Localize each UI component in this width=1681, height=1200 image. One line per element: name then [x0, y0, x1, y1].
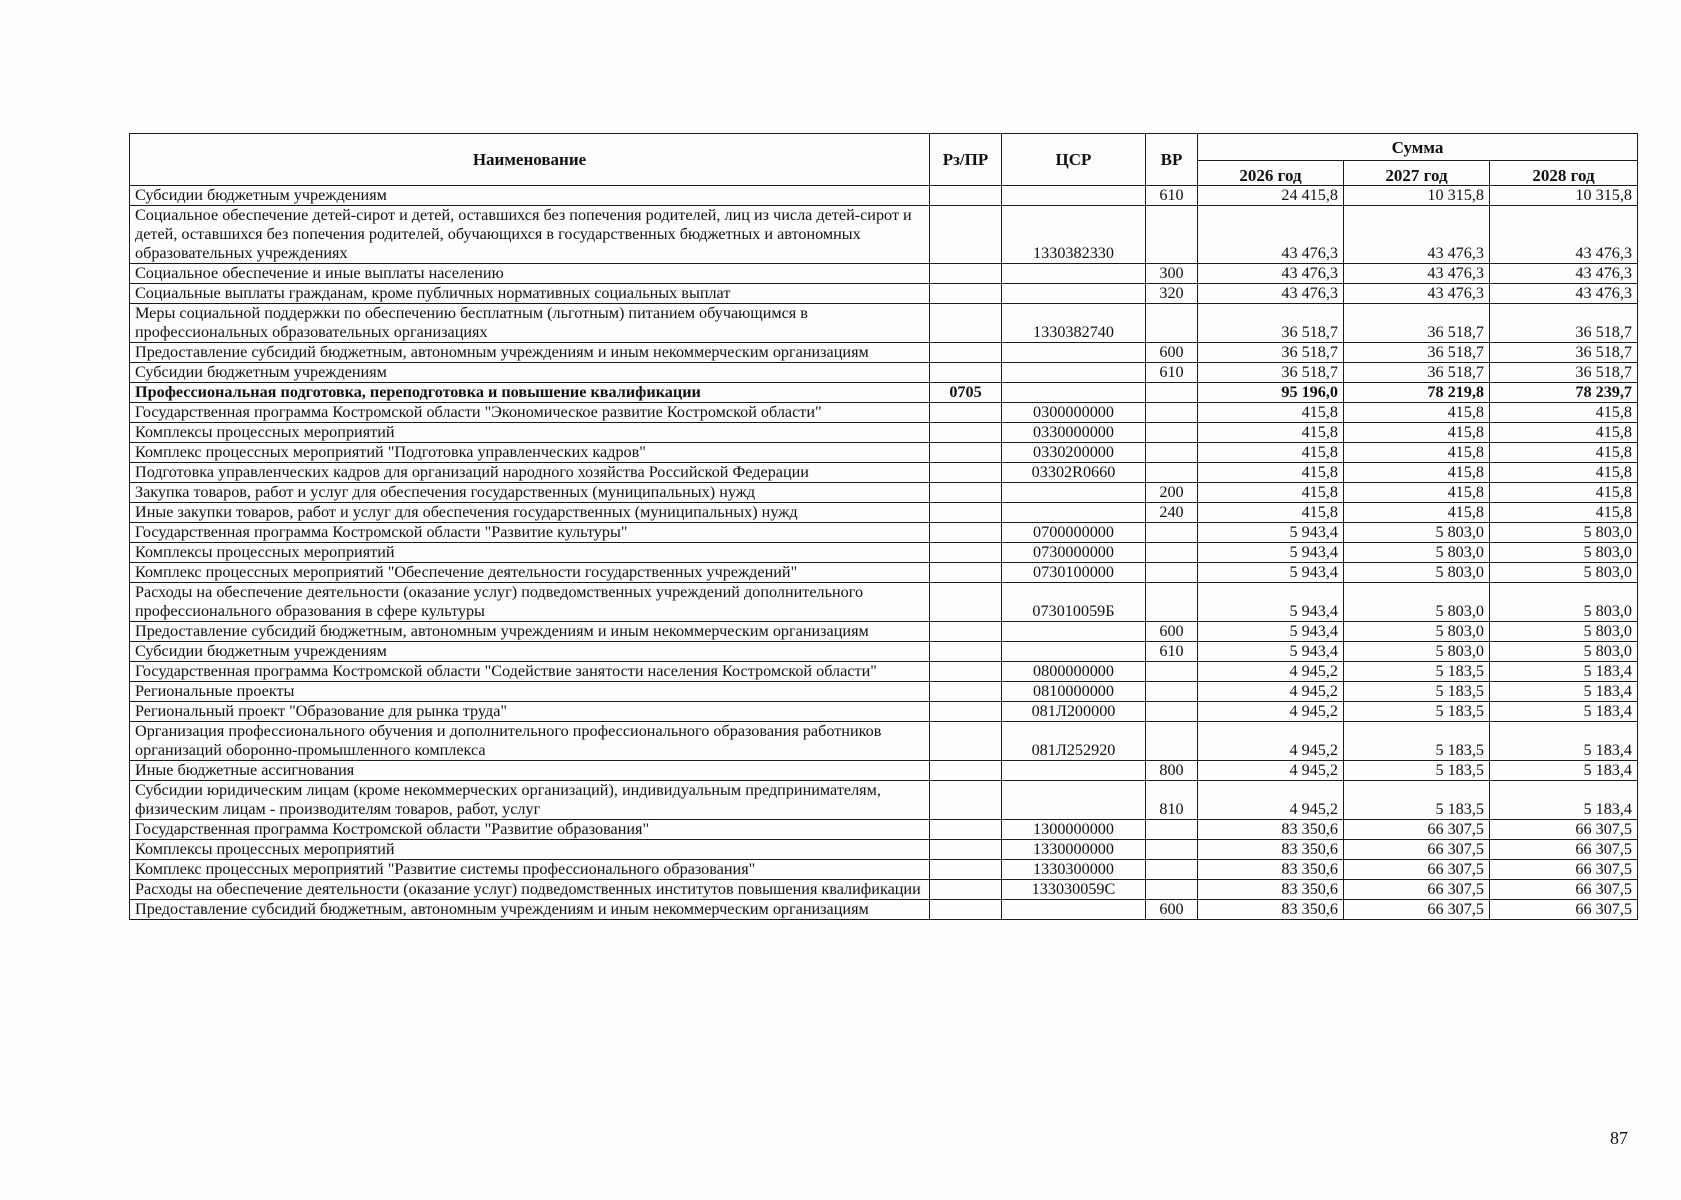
table-body — [130, 186, 1638, 920]
cell-csr — [1002, 642, 1146, 662]
cell-name: Расходы на обеспечение деятельности (оказание услуг) подведомственных институтов повышения квалификации — [130, 880, 930, 900]
cell-csr — [1002, 363, 1146, 383]
cell-csr: 1330382330 — [1002, 206, 1146, 264]
cell-sum-2028: 43 476,3 — [1490, 206, 1638, 264]
cell-sum-2027: 66 307,5 — [1344, 860, 1490, 880]
cell-sum-2026: 5 943,4 — [1198, 622, 1344, 642]
cell-vr: 610 — [1146, 186, 1198, 206]
cell-sum-2028: 36 518,7 — [1490, 304, 1638, 343]
table-row — [130, 443, 1638, 463]
cell-csr: 0730000000 — [1002, 543, 1146, 563]
cell-rzpr — [930, 682, 1002, 702]
cell-csr: 0300000000 — [1002, 403, 1146, 423]
cell-sum-2027: 78 219,8 — [1344, 383, 1490, 403]
cell-csr — [1002, 383, 1146, 403]
cell-sum-2028: 5 803,0 — [1490, 622, 1638, 642]
cell-rzpr — [930, 702, 1002, 722]
cell-rzpr — [930, 761, 1002, 781]
cell-name: Профессиональная подготовка, переподготовка и повышение квалификации — [130, 383, 930, 403]
cell-csr — [1002, 622, 1146, 642]
cell-name: Региональные проекты — [130, 682, 930, 702]
cell-vr — [1146, 840, 1198, 860]
cell-csr: 0800000000 — [1002, 662, 1146, 682]
table-row — [130, 702, 1638, 722]
cell-csr: 1330300000 — [1002, 860, 1146, 880]
cell-vr: 320 — [1146, 284, 1198, 304]
cell-sum-2027: 66 307,5 — [1344, 900, 1490, 920]
cell-csr — [1002, 264, 1146, 284]
cell-sum-2027: 36 518,7 — [1344, 363, 1490, 383]
cell-sum-2027: 5 183,5 — [1344, 682, 1490, 702]
cell-name: Субсидии бюджетным учреждениям — [130, 642, 930, 662]
cell-sum-2028: 5 183,4 — [1490, 702, 1638, 722]
cell-rzpr — [930, 781, 1002, 820]
cell-rzpr — [930, 900, 1002, 920]
cell-rzpr — [930, 543, 1002, 563]
cell-sum-2026: 43 476,3 — [1198, 284, 1344, 304]
table-row — [130, 860, 1638, 880]
cell-vr: 240 — [1146, 503, 1198, 523]
cell-sum-2027: 415,8 — [1344, 443, 1490, 463]
cell-csr: 133030059С — [1002, 880, 1146, 900]
cell-vr — [1146, 383, 1198, 403]
cell-name: Социальные выплаты гражданам, кроме публичных нормативных социальных выплат — [130, 284, 930, 304]
table-row — [130, 503, 1638, 523]
table-row — [130, 343, 1638, 363]
cell-sum-2027: 66 307,5 — [1344, 840, 1490, 860]
header-year-2028: 2028 год — [1490, 161, 1638, 186]
cell-csr — [1002, 284, 1146, 304]
cell-sum-2026: 415,8 — [1198, 463, 1344, 483]
cell-sum-2027: 415,8 — [1344, 463, 1490, 483]
cell-vr — [1146, 682, 1198, 702]
cell-vr — [1146, 463, 1198, 483]
cell-vr — [1146, 206, 1198, 264]
cell-sum-2026: 5 943,4 — [1198, 642, 1344, 662]
cell-sum-2028: 415,8 — [1490, 403, 1638, 423]
cell-vr: 200 — [1146, 483, 1198, 503]
cell-rzpr — [930, 503, 1002, 523]
cell-sum-2028: 66 307,5 — [1490, 840, 1638, 860]
table-header — [130, 134, 1638, 186]
table-row — [130, 761, 1638, 781]
cell-sum-2027: 5 803,0 — [1344, 543, 1490, 563]
cell-vr: 610 — [1146, 363, 1198, 383]
header-sum: Сумма — [1198, 134, 1638, 161]
cell-rzpr — [930, 284, 1002, 304]
cell-sum-2026: 95 196,0 — [1198, 383, 1344, 403]
header-name: Наименование — [130, 134, 930, 186]
cell-rzpr — [930, 264, 1002, 284]
cell-csr — [1002, 503, 1146, 523]
cell-sum-2027: 36 518,7 — [1344, 343, 1490, 363]
cell-sum-2028: 78 239,7 — [1490, 383, 1638, 403]
cell-sum-2028: 36 518,7 — [1490, 363, 1638, 383]
table-row — [130, 662, 1638, 682]
cell-sum-2028: 415,8 — [1490, 443, 1638, 463]
cell-csr — [1002, 186, 1146, 206]
cell-sum-2027: 43 476,3 — [1344, 264, 1490, 284]
cell-vr: 610 — [1146, 642, 1198, 662]
table-row — [130, 880, 1638, 900]
cell-csr: 0330200000 — [1002, 443, 1146, 463]
table-row — [130, 781, 1638, 820]
cell-name: Подготовка управленческих кадров для организаций народного хозяйства Российской Федерации — [130, 463, 930, 483]
cell-sum-2026: 4 945,2 — [1198, 702, 1344, 722]
table-row — [130, 463, 1638, 483]
cell-sum-2026: 4 945,2 — [1198, 662, 1344, 682]
cell-rzpr — [930, 186, 1002, 206]
cell-sum-2027: 5 803,0 — [1344, 563, 1490, 583]
cell-name: Государственная программа Костромской области "Содействие занятости населения Костромской области" — [130, 662, 930, 682]
cell-sum-2026: 4 945,2 — [1198, 781, 1344, 820]
cell-sum-2028: 43 476,3 — [1490, 284, 1638, 304]
table-row — [130, 383, 1638, 403]
cell-sum-2028: 5 803,0 — [1490, 523, 1638, 543]
cell-sum-2028: 415,8 — [1490, 503, 1638, 523]
table-row — [130, 642, 1638, 662]
cell-csr: 081Л252920 — [1002, 722, 1146, 761]
cell-name: Комплекс процессных мероприятий "Подготовка управленческих кадров" — [130, 443, 930, 463]
cell-vr — [1146, 662, 1198, 682]
cell-name: Региональный проект "Образование для рынка труда" — [130, 702, 930, 722]
cell-sum-2026: 24 415,8 — [1198, 186, 1344, 206]
cell-sum-2026: 5 943,4 — [1198, 563, 1344, 583]
cell-csr — [1002, 900, 1146, 920]
cell-csr: 0330000000 — [1002, 423, 1146, 443]
cell-name: Социальное обеспечение и иные выплаты населению — [130, 264, 930, 284]
cell-sum-2028: 66 307,5 — [1490, 860, 1638, 880]
cell-name: Государственная программа Костромской области "Экономическое развитие Костромской области" — [130, 403, 930, 423]
cell-sum-2027: 43 476,3 — [1344, 206, 1490, 264]
cell-vr — [1146, 403, 1198, 423]
cell-sum-2028: 5 803,0 — [1490, 642, 1638, 662]
cell-vr — [1146, 523, 1198, 543]
cell-rzpr — [930, 840, 1002, 860]
cell-sum-2028: 66 307,5 — [1490, 900, 1638, 920]
cell-sum-2028: 66 307,5 — [1490, 820, 1638, 840]
cell-sum-2027: 5 803,0 — [1344, 523, 1490, 543]
cell-rzpr — [930, 662, 1002, 682]
cell-vr — [1146, 722, 1198, 761]
cell-sum-2028: 5 183,4 — [1490, 662, 1638, 682]
header-csr: ЦСР — [1002, 134, 1146, 186]
cell-sum-2027: 5 183,5 — [1344, 702, 1490, 722]
cell-name: Предоставление субсидий бюджетным, автономным учреждениям и иным некоммерческим организациям — [130, 343, 930, 363]
cell-name: Субсидии бюджетным учреждениям — [130, 186, 930, 206]
cell-rzpr — [930, 304, 1002, 343]
cell-rzpr — [930, 463, 1002, 483]
cell-sum-2027: 5 183,5 — [1344, 781, 1490, 820]
cell-sum-2026: 4 945,2 — [1198, 722, 1344, 761]
cell-csr: 081Л200000 — [1002, 702, 1146, 722]
cell-rzpr — [930, 622, 1002, 642]
cell-sum-2026: 415,8 — [1198, 483, 1344, 503]
cell-name: Иные закупки товаров, работ и услуг для обеспечения государственных (муниципальных) нужд — [130, 503, 930, 523]
cell-vr: 800 — [1146, 761, 1198, 781]
cell-sum-2028: 36 518,7 — [1490, 343, 1638, 363]
cell-sum-2027: 10 315,8 — [1344, 186, 1490, 206]
cell-name: Социальное обеспечение детей-сирот и детей, оставшихся без попечения родителей, лиц из числа детей-сирот и детей, оставшихся без попечения родителей, обучающихся в государственных бюджетных и автономных образовательных учреждениях — [130, 206, 930, 264]
table-row — [130, 523, 1638, 543]
cell-sum-2027: 5 183,5 — [1344, 662, 1490, 682]
cell-sum-2027: 66 307,5 — [1344, 820, 1490, 840]
cell-sum-2026: 83 350,6 — [1198, 880, 1344, 900]
cell-rzpr — [930, 483, 1002, 503]
cell-sum-2026: 83 350,6 — [1198, 840, 1344, 860]
cell-vr: 810 — [1146, 781, 1198, 820]
table-row — [130, 543, 1638, 563]
cell-csr: 0730100000 — [1002, 563, 1146, 583]
cell-sum-2027: 415,8 — [1344, 423, 1490, 443]
cell-csr: 1330000000 — [1002, 840, 1146, 860]
cell-vr — [1146, 820, 1198, 840]
table-row — [130, 900, 1638, 920]
cell-vr — [1146, 543, 1198, 563]
header-rzpr: Рз/ПР — [930, 134, 1002, 186]
cell-sum-2027: 5 183,5 — [1344, 761, 1490, 781]
cell-sum-2026: 415,8 — [1198, 503, 1344, 523]
table-row — [130, 284, 1638, 304]
cell-sum-2026: 4 945,2 — [1198, 761, 1344, 781]
cell-sum-2028: 5 183,4 — [1490, 781, 1638, 820]
cell-vr — [1146, 423, 1198, 443]
table-row — [130, 563, 1638, 583]
cell-csr — [1002, 483, 1146, 503]
cell-rzpr — [930, 722, 1002, 761]
table-row — [130, 264, 1638, 284]
header-year-2026: 2026 год — [1198, 161, 1344, 186]
page-number: 87 — [1610, 1128, 1628, 1148]
header-vr: ВР — [1146, 134, 1198, 186]
cell-name: Комплексы процессных мероприятий — [130, 543, 930, 563]
cell-name: Субсидии бюджетным учреждениям — [130, 363, 930, 383]
cell-sum-2028: 5 803,0 — [1490, 543, 1638, 563]
cell-rzpr — [930, 403, 1002, 423]
cell-sum-2027: 415,8 — [1344, 403, 1490, 423]
cell-name: Комплексы процессных мероприятий — [130, 840, 930, 860]
cell-rzpr — [930, 443, 1002, 463]
cell-rzpr — [930, 860, 1002, 880]
table-row — [130, 722, 1638, 761]
cell-rzpr — [930, 206, 1002, 264]
cell-name: Предоставление субсидий бюджетным, автономным учреждениям и иным некоммерческим организациям — [130, 900, 930, 920]
cell-vr: 600 — [1146, 343, 1198, 363]
cell-name: Расходы на обеспечение деятельности (оказание услуг) подведомственных учреждений дополнительного профессионального образования в сфере культуры — [130, 583, 930, 622]
cell-vr — [1146, 880, 1198, 900]
table-row — [130, 682, 1638, 702]
cell-name: Государственная программа Костромской области "Развитие образования" — [130, 820, 930, 840]
cell-sum-2026: 83 350,6 — [1198, 900, 1344, 920]
cell-name: Комплексы процессных мероприятий — [130, 423, 930, 443]
cell-sum-2028: 415,8 — [1490, 463, 1638, 483]
cell-vr — [1146, 583, 1198, 622]
cell-sum-2026: 5 943,4 — [1198, 583, 1344, 622]
cell-sum-2028: 415,8 — [1490, 483, 1638, 503]
cell-name: Меры социальной поддержки по обеспечению бесплатным (льготным) питанием обучающимся в профессиональных образовательных организациях — [130, 304, 930, 343]
cell-sum-2026: 36 518,7 — [1198, 304, 1344, 343]
table-row — [130, 583, 1638, 622]
cell-vr: 300 — [1146, 264, 1198, 284]
cell-rzpr — [930, 343, 1002, 363]
cell-vr — [1146, 563, 1198, 583]
table-row — [130, 483, 1638, 503]
cell-csr — [1002, 781, 1146, 820]
cell-rzpr — [930, 583, 1002, 622]
cell-sum-2026: 4 945,2 — [1198, 682, 1344, 702]
cell-csr: 073010059Б — [1002, 583, 1146, 622]
cell-sum-2027: 36 518,7 — [1344, 304, 1490, 343]
cell-sum-2026: 43 476,3 — [1198, 264, 1344, 284]
cell-csr: 1300000000 — [1002, 820, 1146, 840]
cell-vr: 600 — [1146, 622, 1198, 642]
cell-rzpr — [930, 820, 1002, 840]
cell-csr — [1002, 761, 1146, 781]
cell-csr — [1002, 343, 1146, 363]
cell-sum-2026: 36 518,7 — [1198, 343, 1344, 363]
cell-rzpr — [930, 363, 1002, 383]
cell-rzpr — [930, 523, 1002, 543]
cell-rzpr — [930, 880, 1002, 900]
cell-sum-2026: 83 350,6 — [1198, 860, 1344, 880]
cell-name: Организация профессионального обучения и дополнительного профессионального образования работников организаций оборонно-промышленного комплекса — [130, 722, 930, 761]
cell-name: Закупка товаров, работ и услуг для обеспечения государственных (муниципальных) нужд — [130, 483, 930, 503]
cell-sum-2026: 415,8 — [1198, 443, 1344, 463]
cell-rzpr — [930, 423, 1002, 443]
cell-rzpr: 0705 — [930, 383, 1002, 403]
cell-csr: 0700000000 — [1002, 523, 1146, 543]
cell-rzpr — [930, 563, 1002, 583]
cell-sum-2028: 66 307,5 — [1490, 880, 1638, 900]
budget-table — [129, 133, 1638, 920]
header-year-2027: 2027 год — [1344, 161, 1490, 186]
cell-sum-2027: 5 803,0 — [1344, 622, 1490, 642]
cell-vr — [1146, 304, 1198, 343]
cell-vr — [1146, 443, 1198, 463]
table-row — [130, 206, 1638, 264]
cell-csr: 1330382740 — [1002, 304, 1146, 343]
cell-sum-2028: 5 803,0 — [1490, 563, 1638, 583]
cell-sum-2027: 66 307,5 — [1344, 880, 1490, 900]
cell-sum-2028: 43 476,3 — [1490, 264, 1638, 284]
cell-sum-2028: 415,8 — [1490, 423, 1638, 443]
cell-sum-2027: 5 183,5 — [1344, 722, 1490, 761]
cell-csr: 0810000000 — [1002, 682, 1146, 702]
cell-csr: 03302R0660 — [1002, 463, 1146, 483]
cell-sum-2026: 415,8 — [1198, 403, 1344, 423]
cell-vr — [1146, 860, 1198, 880]
cell-sum-2027: 415,8 — [1344, 483, 1490, 503]
cell-vr — [1146, 702, 1198, 722]
cell-sum-2026: 83 350,6 — [1198, 820, 1344, 840]
cell-sum-2027: 43 476,3 — [1344, 284, 1490, 304]
cell-sum-2026: 415,8 — [1198, 423, 1344, 443]
cell-sum-2026: 36 518,7 — [1198, 363, 1344, 383]
cell-sum-2028: 5 803,0 — [1490, 583, 1638, 622]
table-row — [130, 304, 1638, 343]
cell-name: Комплекс процессных мероприятий "Обеспечение деятельности государственных учреждений" — [130, 563, 930, 583]
table-row — [130, 622, 1638, 642]
cell-sum-2027: 415,8 — [1344, 503, 1490, 523]
table-row — [130, 840, 1638, 860]
cell-sum-2027: 5 803,0 — [1344, 583, 1490, 622]
cell-sum-2028: 5 183,4 — [1490, 761, 1638, 781]
cell-name: Комплекс процессных мероприятий "Развитие системы профессионального образования" — [130, 860, 930, 880]
table-row — [130, 423, 1638, 443]
cell-name: Иные бюджетные ассигнования — [130, 761, 930, 781]
cell-vr: 600 — [1146, 900, 1198, 920]
table-row — [130, 186, 1638, 206]
cell-name: Государственная программа Костромской области "Развитие культуры" — [130, 523, 930, 543]
cell-sum-2027: 5 803,0 — [1344, 642, 1490, 662]
cell-sum-2028: 5 183,4 — [1490, 682, 1638, 702]
cell-sum-2026: 43 476,3 — [1198, 206, 1344, 264]
table-row — [130, 403, 1638, 423]
cell-name: Предоставление субсидий бюджетным, автономным учреждениям и иным некоммерческим организациям — [130, 622, 930, 642]
cell-sum-2028: 5 183,4 — [1490, 722, 1638, 761]
table-row — [130, 820, 1638, 840]
cell-sum-2026: 5 943,4 — [1198, 543, 1344, 563]
table-row — [130, 363, 1638, 383]
cell-rzpr — [930, 642, 1002, 662]
cell-name: Субсидии юридическим лицам (кроме некоммерческих организаций), индивидуальным предпринимателям, физическим лицам - производителям товаров, работ, услуг — [130, 781, 930, 820]
cell-sum-2028: 10 315,8 — [1490, 186, 1638, 206]
cell-sum-2026: 5 943,4 — [1198, 523, 1344, 543]
